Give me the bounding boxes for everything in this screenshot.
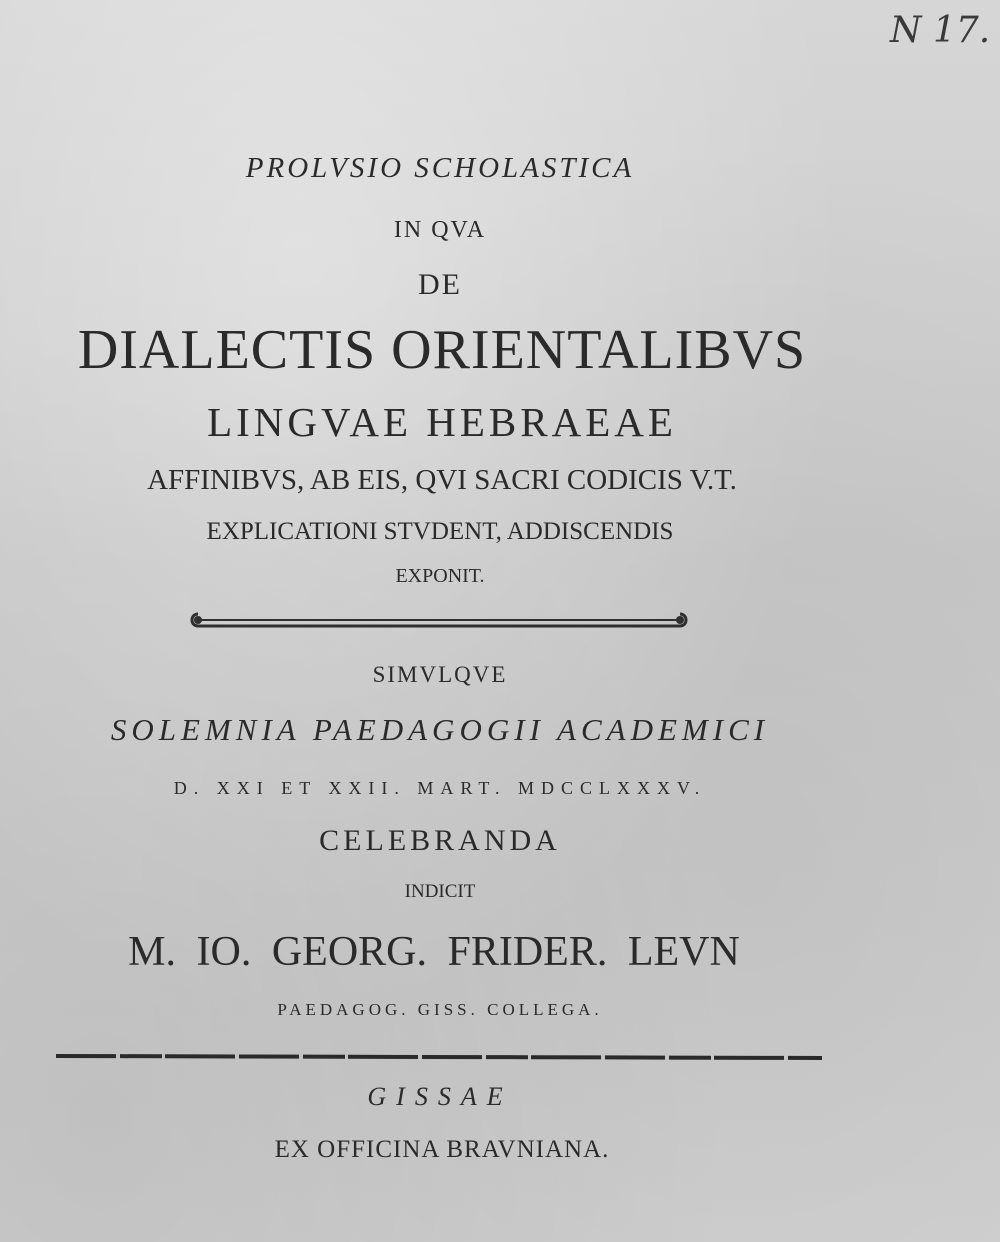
author-name: M. IO. GEORG. FRIDER. LEVN [128,929,740,975]
title-line-prolusio: PROLVSIO SCHOLASTICA [245,152,635,184]
title-line-affinibvs: AFFINIBVS, AB EIS, QVI SACRI CODICIS V.T. [147,464,737,496]
author-position: PAEDAGOG. GISS. COLLEGA. [277,1000,603,1019]
title-line-in-qua: IN QVA [393,217,487,243]
title-line-main: DIALECTIS ORIENTALIBVS [77,319,807,381]
announcement-indicit: INDICIT [404,881,476,902]
announcement-date: D. XXI ET XXII. MART. MDCCLXXXV. [173,778,707,798]
title-line-de: DE [418,268,462,301]
dashed-rule [56,1046,822,1066]
imprint-place: GISSAE [367,1082,513,1111]
handwritten-shelf-note: N 17. [890,10,991,51]
imprint-printer: EX OFFICINA BRAVNIANA. [274,1136,610,1163]
announcement-celebranda: CELEBRANDA [319,824,561,857]
announcement-solemnia: SOLEMNIA PAEDAGOGII ACADEMICI [110,712,770,747]
announcement-simvlqve: SIMVLQVE [372,662,508,687]
title-line-explicationi: EXPLICATIONI STVDENT, ADDISCENDIS [206,518,674,545]
title-line-exponit: EXPONIT. [395,565,485,587]
title-line-lingvae: LINGVAE HEBRAEAE [207,399,677,445]
ornamental-rule [186,600,692,636]
